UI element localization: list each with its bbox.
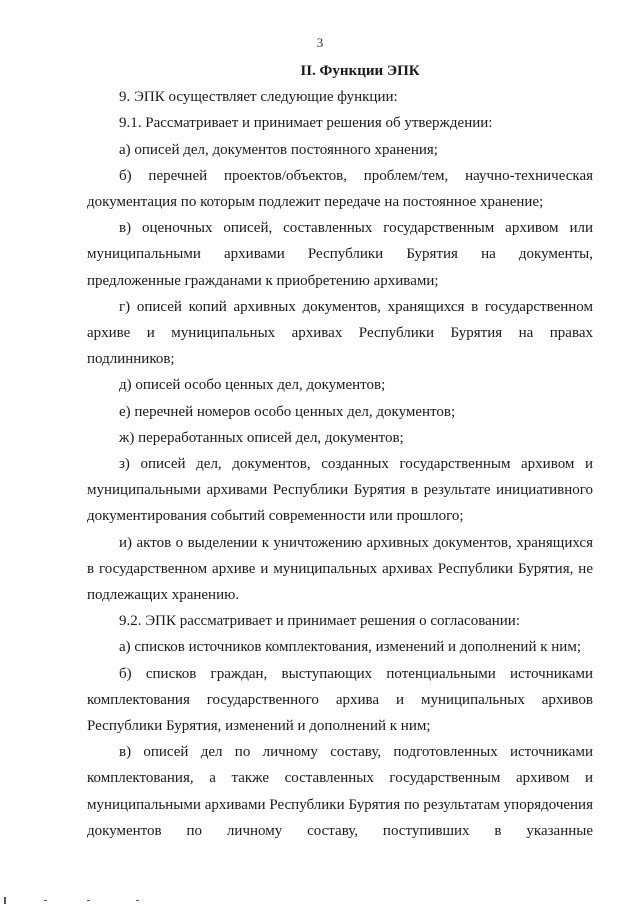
scan-mark: [87, 900, 90, 901]
paragraph-9-1-v: в) оценочных описей, составленных государственным архивом или муниципальными архивами Республики Бурятия на документы, предложенные гражданами к приобретению архивами;: [87, 220, 593, 289]
scan-mark: [44, 900, 47, 901]
paragraph-9-1-d: д) описей особо ценных дел, документов;: [119, 377, 386, 394]
paragraph-9: 9. ЭПК осуществляет следующие функции:: [119, 89, 398, 106]
paragraph-9-2-a: а) списков источников комплектования, изменений и дополнений к ним;: [119, 639, 581, 656]
paragraph-9-1-b: б) перечней проектов/объектов, проблем/тем, научно-техническая документация по которым подлежит передаче на постоянное хранение;: [87, 167, 593, 211]
paragraph-9-2-b: б) списков граждан, выступающих потенциальными источниками комплектования государственного архива и муниципальных архивов Республики Бурятия, изменений и дополнений к ним;: [87, 665, 593, 735]
document-body: [87, 58, 593, 844]
section-heading: II. Функции ЭПК: [300, 63, 420, 79]
scan-mark: [4, 897, 6, 904]
paragraph-9-1-e: е) перечней номеров особо ценных дел, документов;: [119, 403, 456, 420]
paragraph-9-1-z: з) описей дел, документов, созданных государственным архивом и муниципальными архивами Республики Бурятия в результате инициативного документирования событий современности или прошлого;: [87, 456, 593, 525]
paragraph-9-2-v: в) описей дел по личному составу, подготовленных источниками комплектования, а также составленных государственным архивом и муниципальными архивами Республики Бурятия по результатам упорядочения документов по личному составу, поступивших в указанные: [87, 744, 593, 839]
paragraph-9-1: 9.1. Рассматривает и принимает решения об утверждении:: [119, 115, 493, 132]
paragraph-9-1-a: а) описей дел, документов постоянного хранения;: [119, 141, 438, 158]
scan-edge-marks: [0, 893, 640, 905]
paragraph-9-1-zh: ж) переработанных описей дел, документов;: [119, 429, 404, 446]
page-number: 3: [316, 35, 324, 50]
paragraph-9-2: 9.2. ЭПК рассматривает и принимает решения о согласовании:: [119, 613, 521, 630]
paragraph-9-1-g: г) описей копий архивных документов, хранящихся в государственном архиве и муниципальных архивах Республики Бурятия на правах подлинников;: [87, 298, 593, 368]
scan-mark: [136, 900, 139, 901]
paragraph-9-1-i: и) актов о выделении к уничтожению архивных документов, хранящихся в государственном архиве и муниципальных архивах Республики Бурятия, не подлежащих хранению.: [87, 534, 593, 604]
